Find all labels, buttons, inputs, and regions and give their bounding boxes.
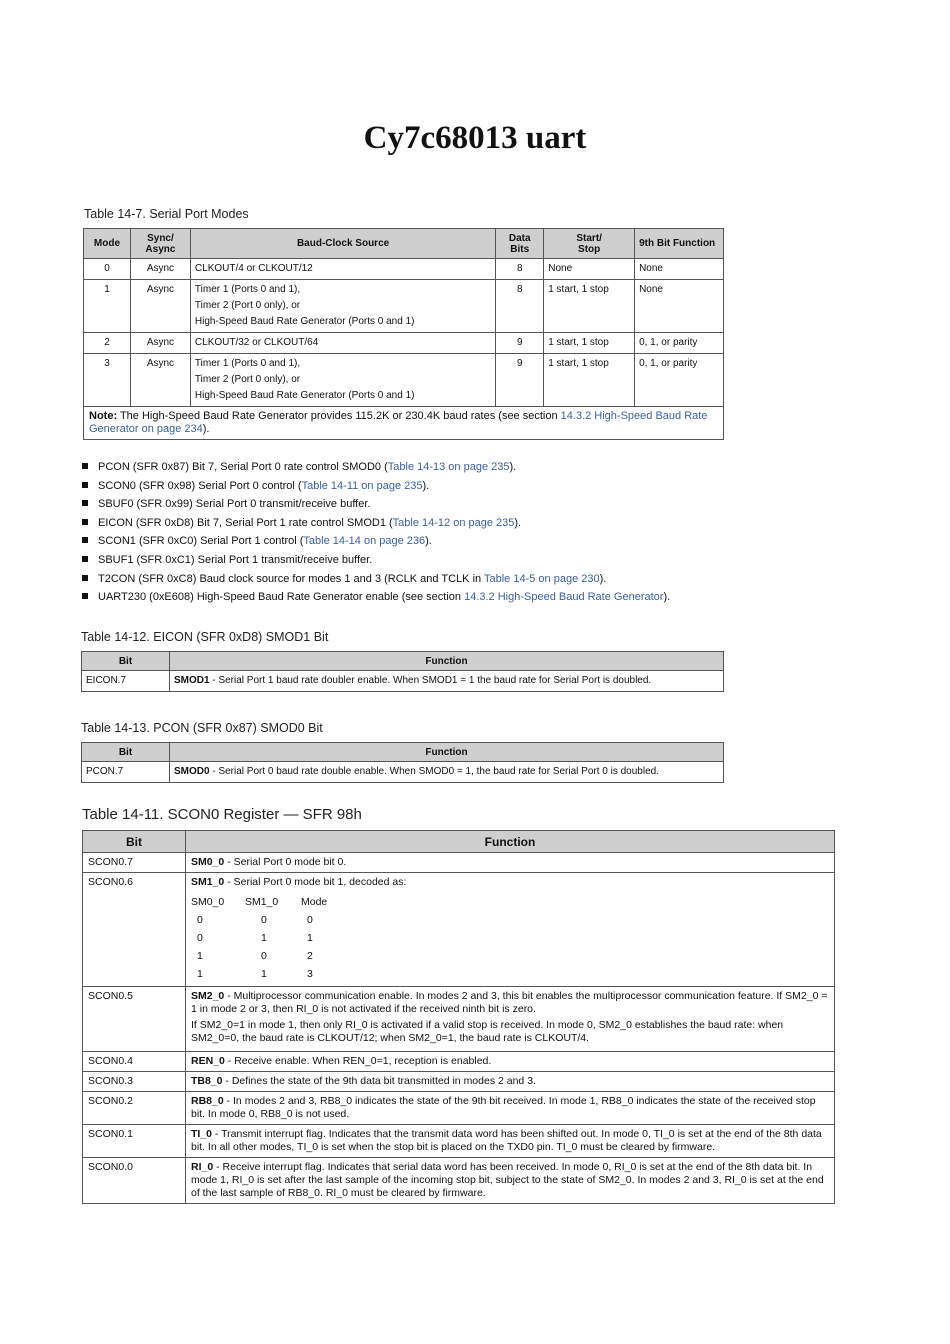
list-item: PCON (SFR 0x87) Bit 7, Serial Port 0 rate control SMOD0 (Table 14-13 on page 235). bbox=[82, 458, 670, 477]
header-bit: Bit bbox=[83, 831, 186, 853]
table-row: SCON0.4 REN_0 - Receive enable. When REN_0=1, reception is enabled. bbox=[83, 1052, 835, 1072]
list-item: EICON (SFR 0xD8) Bit 7, Serial Port 1 rate control SMOD1 (Table 14-12 on page 235). bbox=[82, 514, 670, 533]
register-list bbox=[82, 458, 670, 607]
table-row: 2 Async CLKOUT/32 or CLKOUT/64 9 1 start, 1 stop 0, 1, or parity bbox=[84, 333, 724, 354]
page-title: Cy7c68013 uart bbox=[363, 120, 587, 156]
list-item: UART230 (0xE608) High-Speed Baud Rate Generator enable (see section 14.3.2 High-Speed Baud Rate Generator). bbox=[82, 588, 670, 607]
eicon-caption: Table 14-12. EICON (SFR 0xD8) SMOD1 Bit bbox=[81, 630, 329, 644]
list-item: SBUF1 (SFR 0xC1) Serial Port 1 transmit/receive buffer. bbox=[82, 551, 670, 570]
scon0-table bbox=[82, 830, 835, 1204]
table-row: SCON0.5 SM2_0 - Multiprocessor communication enable. In modes 2 and 3, this bit enables the multiprocessor communication feature. If SM2_0 = 1 in mode 2 or 3, then RI_0 is not activated if the received ninth bit is zero. If SM2_0=1 in mode 1, then only RI_0 is activated if a valid stop is received. In mode 0, SM2_0 establishes the baud rate: when SM2_0=0, the baud rate is CLKOUT/12; when SM2_0=1, the baud rate is CLKOUT/4. bbox=[83, 987, 835, 1052]
table-row: SCON0.3 TB8_0 - Defines the state of the 9th data bit transmitted in modes 2 and 3. bbox=[83, 1072, 835, 1092]
table-row: SCON0.7 SM0_0 - Serial Port 0 mode bit 0. bbox=[83, 853, 835, 873]
bullet-icon bbox=[82, 482, 88, 488]
bullet-icon bbox=[82, 537, 88, 543]
bullet-icon bbox=[82, 575, 88, 581]
note-link[interactable]: 14.3.2 High-Speed Baud Rate Generator on page 234 bbox=[89, 410, 708, 435]
note-label: Note: bbox=[89, 410, 118, 422]
pcon-caption: Table 14-13. PCON (SFR 0x87) SMOD0 Bit bbox=[81, 721, 323, 735]
header-data-bits: Data Bits bbox=[496, 229, 544, 259]
table-row: PCON.7 SMOD0 - Serial Port 0 baud rate double enable. When SMOD0 = 1, the baud rate for Serial Port 0 is doubled. bbox=[82, 762, 724, 783]
serial-modes-table bbox=[83, 228, 724, 440]
scon0-caption: Table 14-11. SCON0 Register — SFR 98h bbox=[82, 806, 362, 823]
table-link[interactable]: Table 14-12 on page 235 bbox=[392, 516, 515, 529]
table-row: SCON0.0 RI_0 - Receive interrupt flag. Indicates that serial data word has been received. In mode 0, RI_0 is set at the end of the 8th data bit. In mode 1, RI_0 is set after the last sample of the incoming stop bit, subject to the state of SM2_0. In modes 2 and 3, RI_0 is set at the end of the last sample of RB8_0. RI_0 must be cleared by firmware. bbox=[83, 1158, 835, 1204]
serial-modes-caption: Table 14-7. Serial Port Modes bbox=[84, 207, 249, 221]
bullet-icon bbox=[82, 556, 88, 562]
header-sync: Sync/ Async bbox=[130, 229, 190, 259]
section-link[interactable]: 14.3.2 High-Speed Baud Rate Generator bbox=[464, 591, 664, 604]
table-row: SCON0.1 TI_0 - Transmit interrupt flag. Indicates that the transmit data word has been shifted out. In mode 0, TI_0 is set at the end of the 8th data bit. In all other modes, TI_0 is set when the stop bit is placed on the TXD0 pin. TI_0 must be cleared by firmware. bbox=[83, 1125, 835, 1158]
table-link[interactable]: Table 14-5 on page 230 bbox=[484, 572, 600, 585]
header-bit: Bit bbox=[82, 743, 170, 762]
table-link[interactable]: Table 14-11 on page 235 bbox=[301, 479, 423, 492]
mode-decode-table: SM0_0 SM1_0 Mode 0 0 0 0 1 1 1 0 2 1 1 3 bbox=[191, 896, 328, 980]
bullet-icon bbox=[82, 519, 88, 525]
table-row: SCON0.6 SM1_0 - Serial Port 0 mode bit 1, decoded as: SM0_0 SM1_0 Mode 0 0 0 0 1 1 1 0 2 1 1 3 bbox=[83, 873, 835, 987]
header-function: Function bbox=[170, 743, 724, 762]
table-link[interactable]: Table 14-14 on page 236 bbox=[303, 535, 426, 548]
list-item: SCON0 (SFR 0x98) Serial Port 0 control (Table 14-11 on page 235). bbox=[82, 477, 670, 496]
table-row: 3 Async Timer 1 (Ports 0 and 1), Timer 2 (Port 0 only), or High-Speed Baud Rate Generator (Ports 0 and 1) 9 1 start, 1 stop 0, 1, or parity bbox=[84, 354, 724, 407]
header-function: Function bbox=[170, 652, 724, 671]
header-mode: Mode bbox=[84, 229, 131, 259]
table-link[interactable]: Table 14-13 on page 235 bbox=[387, 461, 510, 473]
list-item: T2CON (SFR 0xC8) Baud clock source for modes 1 and 3 (RCLK and TCLK in Table 14-5 on page 230). bbox=[82, 570, 670, 589]
table-row: 0 Async CLKOUT/4 or CLKOUT/12 8 None None bbox=[84, 259, 724, 280]
header-ninth-bit: 9th Bit Function bbox=[635, 229, 724, 259]
list-item: SBUF0 (SFR 0x99) Serial Port 0 transmit/receive buffer. bbox=[82, 495, 670, 514]
table-row: SCON0.2 RB8_0 - In modes 2 and 3, RB8_0 indicates the state of the 9th bit received. In mode 1, RB8_0 indicates the state of the received stop bit. In mode 0, RB8_0 is not used. bbox=[83, 1092, 835, 1125]
header-source: Baud-Clock Source bbox=[190, 229, 495, 259]
eicon-table bbox=[81, 651, 724, 692]
table-note-row: Note: The High-Speed Baud Rate Generator provides 115.2K or 230.4K baud rates (see section 14.3.2 High-Speed Baud Rate Generator on page 234). bbox=[84, 407, 724, 440]
table-row: 1 Async Timer 1 (Ports 0 and 1), Timer 2 (Port 0 only), or High-Speed Baud Rate Generator (Ports 0 and 1) 8 1 start, 1 stop None bbox=[84, 280, 724, 333]
header-start-stop: Start/ Stop bbox=[544, 229, 635, 259]
bullet-icon bbox=[82, 463, 88, 469]
header-function: Function bbox=[186, 831, 835, 853]
bullet-icon bbox=[82, 500, 88, 506]
bullet-icon bbox=[82, 593, 88, 599]
pcon-table bbox=[81, 742, 724, 783]
header-bit: Bit bbox=[82, 652, 170, 671]
list-item: SCON1 (SFR 0xC0) Serial Port 1 control (Table 14-14 on page 236). bbox=[82, 532, 670, 551]
table-row: EICON.7 SMOD1 - Serial Port 1 baud rate doubler enable. When SMOD1 = 1 the baud rate for Serial Port is doubled. bbox=[82, 671, 724, 692]
